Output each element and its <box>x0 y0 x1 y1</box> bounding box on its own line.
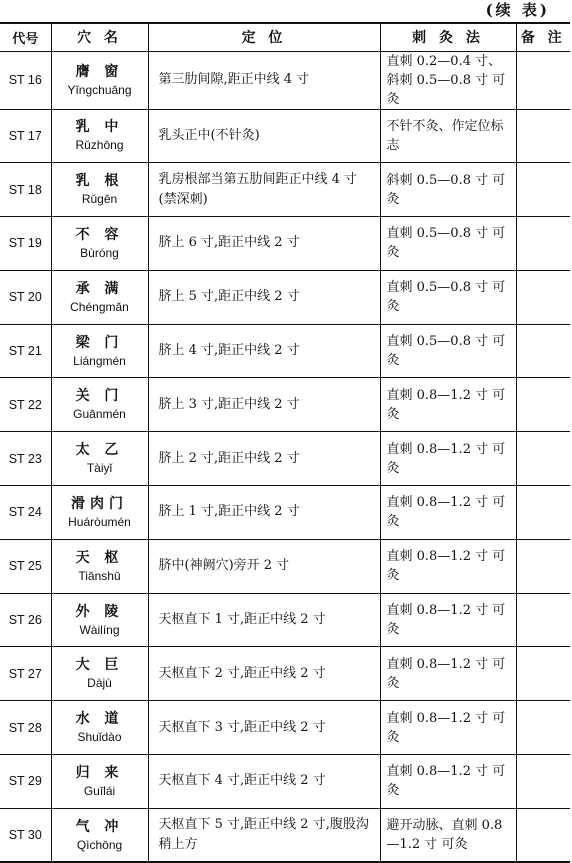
point-location: 天枢直下 1 寸,距正中线 2 寸 <box>148 593 380 647</box>
needling-technique: 斜刺 0.5—0.8 寸 可灸 <box>380 163 516 217</box>
table-row <box>0 378 570 432</box>
table-row <box>0 647 570 701</box>
table-row <box>0 539 570 593</box>
point-name-chinese: 不 容 <box>75 226 124 243</box>
point-location: 天枢直下 4 寸,距正中线 2 寸 <box>148 755 380 809</box>
point-name-chinese: 大 巨 <box>75 657 124 674</box>
point-location: 乳房根部当第五肋间距正中线 4 寸(禁深刺) <box>148 163 380 217</box>
table-row <box>0 432 570 486</box>
point-code: ST 18 <box>0 163 51 217</box>
point-name-cell <box>51 432 148 486</box>
point-location: 脐上 1 寸,距正中线 2 寸 <box>148 486 380 540</box>
table-row <box>0 593 570 647</box>
point-notes <box>516 701 570 755</box>
point-name-pinyin: Bùróng <box>80 245 119 260</box>
point-code: ST 20 <box>0 270 51 324</box>
point-notes <box>516 109 570 163</box>
point-location: 乳头正中(不针灸) <box>148 109 380 163</box>
point-notes <box>516 486 570 540</box>
point-name-cell <box>51 270 148 324</box>
point-location: 天枢直下 5 寸,距正中线 2 寸,腹股沟稍上方 <box>148 808 380 862</box>
point-code: ST 22 <box>0 378 51 432</box>
point-location: 天枢直下 2 寸,距正中线 2 寸 <box>148 647 380 701</box>
point-name-pinyin: Wàilíng <box>79 622 120 637</box>
point-notes <box>516 378 570 432</box>
point-notes <box>516 51 570 109</box>
needling-technique: 直刺 0.5—0.8 寸 可灸 <box>380 270 516 324</box>
point-name-cell <box>51 51 148 109</box>
needling-technique: 直刺 0.5—0.8 寸 可灸 <box>380 217 516 271</box>
acupoint-table <box>0 22 570 863</box>
table-row <box>0 486 570 540</box>
needling-technique: 直刺 0.8—1.2 寸 可灸 <box>380 378 516 432</box>
point-name-pinyin: Yīngchuāng <box>67 82 132 97</box>
point-code: ST 17 <box>0 109 51 163</box>
point-name-pinyin: Tàiyǐ <box>86 461 113 476</box>
point-name-pinyin: Shuǐdào <box>77 730 122 745</box>
point-name-pinyin: Tiānshū <box>78 568 121 583</box>
point-name-cell <box>51 701 148 755</box>
point-name-pinyin: Liángmén <box>73 353 126 368</box>
header-point-name: 穴 名 <box>51 23 148 51</box>
table-row <box>0 270 570 324</box>
point-code: ST 24 <box>0 486 51 540</box>
point-name-cell <box>51 539 148 593</box>
needling-technique: 不针不灸、作定位标志 <box>380 109 516 163</box>
point-name-pinyin: Rǔgēn <box>81 192 118 207</box>
point-code: ST 19 <box>0 217 51 271</box>
point-name-chinese: 乳 中 <box>75 119 124 136</box>
point-location: 第三肋间隙,距正中线 4 寸 <box>148 51 380 109</box>
point-location: 脐上 6 寸,距正中线 2 寸 <box>148 217 380 271</box>
point-location: 脐上 2 寸,距正中线 2 寸 <box>148 432 380 486</box>
needling-technique: 直刺 0.2—0.4 寸、斜刺 0.5—0.8 寸 可灸 <box>380 51 516 109</box>
point-location: 天枢直下 3 寸,距正中线 2 寸 <box>148 701 380 755</box>
point-name-chinese: 承 满 <box>75 280 124 297</box>
table-row <box>0 755 570 809</box>
needling-technique: 直刺 0.5—0.8 寸 可灸 <box>380 324 516 378</box>
point-name-chinese: 天 枢 <box>75 549 124 566</box>
needling-technique: 直刺 0.8—1.2 寸 可灸 <box>380 539 516 593</box>
point-name-cell <box>51 593 148 647</box>
point-name-pinyin: Huáròumén <box>68 514 131 529</box>
table-row <box>0 324 570 378</box>
point-notes <box>516 593 570 647</box>
point-location: 脐中(神阙穴)旁开 2 寸 <box>148 539 380 593</box>
point-name-cell <box>51 808 148 862</box>
point-name-pinyin: Rǔzhōng <box>75 138 124 153</box>
needling-technique: 直刺 0.8—1.2 寸 可灸 <box>380 593 516 647</box>
point-notes <box>516 539 570 593</box>
needling-technique: 直刺 0.8—1.2 寸 可灸 <box>380 432 516 486</box>
point-name-chinese: 梁 门 <box>75 334 124 351</box>
table-row <box>0 109 570 163</box>
point-name-pinyin: Guānmén <box>73 407 126 422</box>
point-name-cell <box>51 217 148 271</box>
point-location: 脐上 3 寸,距正中线 2 寸 <box>148 378 380 432</box>
header-technique: 刺 灸 法 <box>380 23 516 51</box>
point-code: ST 28 <box>0 701 51 755</box>
table-row <box>0 701 570 755</box>
header-notes: 备 注 <box>516 23 570 51</box>
header-code: 代号 <box>0 23 51 51</box>
point-code: ST 25 <box>0 539 51 593</box>
point-name-chinese: 归 来 <box>75 764 124 781</box>
point-code: ST 30 <box>0 808 51 862</box>
point-code: ST 26 <box>0 593 51 647</box>
point-notes <box>516 755 570 809</box>
point-code: ST 21 <box>0 324 51 378</box>
table-row <box>0 163 570 217</box>
table-row <box>0 51 570 109</box>
point-notes <box>516 163 570 217</box>
point-name-cell <box>51 163 148 217</box>
point-location: 脐上 4 寸,距正中线 2 寸 <box>148 324 380 378</box>
point-code: ST 29 <box>0 755 51 809</box>
point-notes <box>516 270 570 324</box>
table-header-row <box>0 23 570 51</box>
point-name-cell <box>51 486 148 540</box>
table-row <box>0 808 570 862</box>
point-name-chinese: 滑肉门 <box>71 495 128 512</box>
needling-technique: 直刺 0.8—1.2 寸 可灸 <box>380 647 516 701</box>
point-code: ST 23 <box>0 432 51 486</box>
point-name-cell <box>51 324 148 378</box>
table-row <box>0 217 570 271</box>
needling-technique: 直刺 0.8—1.2 寸 可灸 <box>380 486 516 540</box>
continued-label: (续 表) <box>485 1 550 19</box>
point-name-chinese: 外 陵 <box>75 603 124 620</box>
point-name-chinese: 关 门 <box>75 388 124 405</box>
point-name-cell <box>51 755 148 809</box>
point-code: ST 27 <box>0 647 51 701</box>
point-name-chinese: 气 冲 <box>75 818 124 835</box>
point-notes <box>516 324 570 378</box>
point-notes <box>516 432 570 486</box>
point-name-chinese: 膺 窗 <box>75 63 124 80</box>
needling-technique: 直刺 0.8—1.2 寸 可灸 <box>380 755 516 809</box>
point-name-pinyin: Chéngmǎn <box>70 299 129 314</box>
point-notes <box>516 647 570 701</box>
point-name-pinyin: Qìchōng <box>76 837 123 852</box>
point-notes <box>516 217 570 271</box>
point-name-cell <box>51 378 148 432</box>
point-notes <box>516 808 570 862</box>
point-name-chinese: 水 道 <box>75 711 124 728</box>
point-code: ST 16 <box>0 51 51 109</box>
point-name-pinyin: Dàjù <box>87 676 112 691</box>
needling-technique: 避开动脉、直刺 0.8—1.2 寸 可灸 <box>380 808 516 862</box>
point-location: 脐上 5 寸,距正中线 2 寸 <box>148 270 380 324</box>
point-name-cell <box>51 647 148 701</box>
header-location: 定 位 <box>148 23 380 51</box>
point-name-chinese: 太 乙 <box>75 442 124 459</box>
point-name-cell <box>51 109 148 163</box>
needling-technique: 直刺 0.8—1.2 寸 可灸 <box>380 701 516 755</box>
point-name-pinyin: Guīlái <box>83 783 116 798</box>
point-name-chinese: 乳 根 <box>75 173 124 190</box>
